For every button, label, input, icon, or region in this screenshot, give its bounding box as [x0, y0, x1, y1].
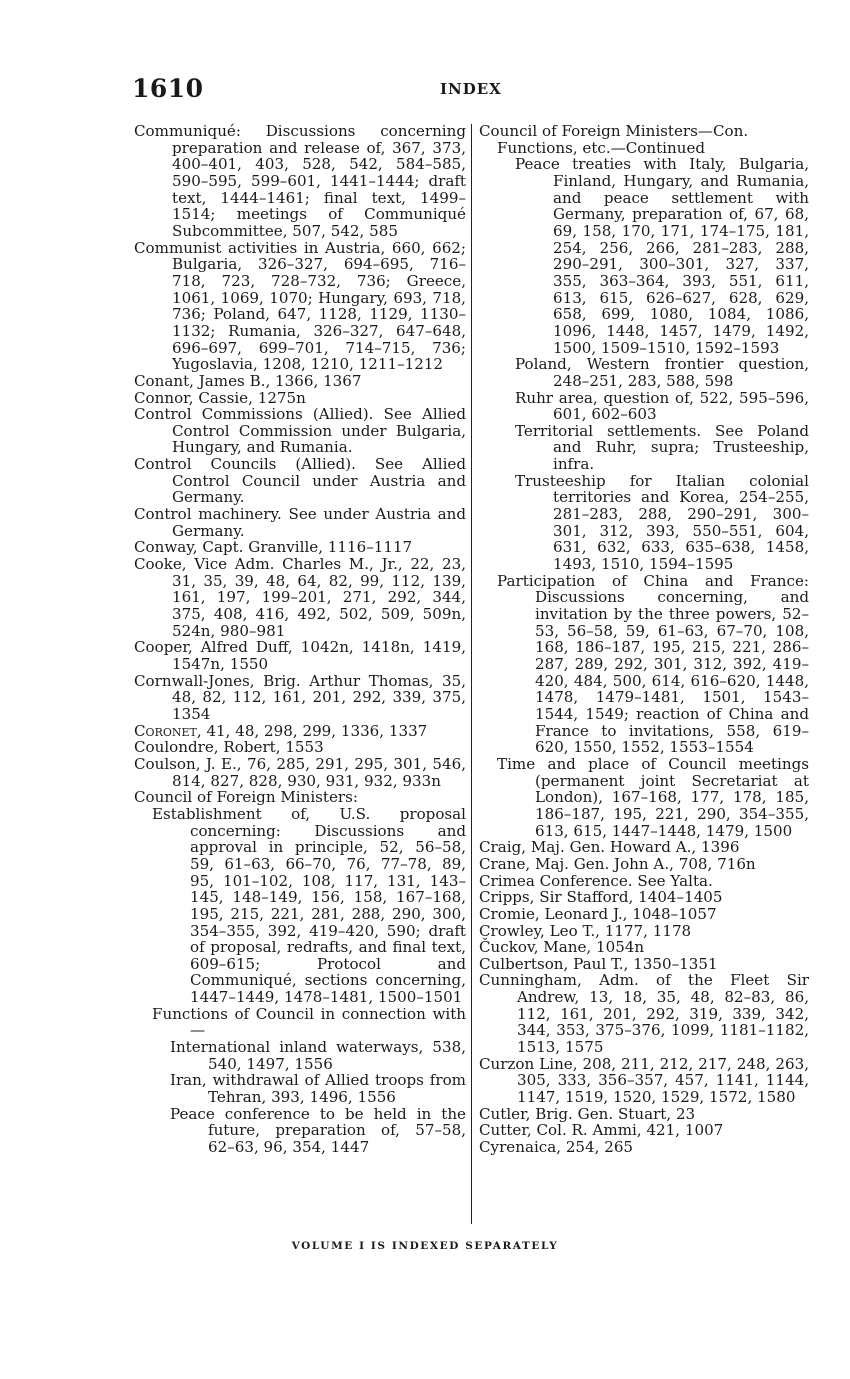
index-entry: Conway, Capt. Granville, 1116–1117 — [134, 538, 413, 557]
index-entry: Crane, Maj. Gen. John A., 708, 716n — [479, 854, 756, 873]
index-entry: Iran, withdrawal of Allied troops from Tehran, 393, 1496, 1556 — [170, 1071, 466, 1107]
index-entry: Control Commissions (Allied). See Allied Control Commission under Bulgaria, Hungary, and Rumania. — [134, 405, 466, 457]
index-entry: Participation of China and France: Discussions concerning, and invitation by the three powers, 52–53, 56–58, 59, 61–63, 67–70, 108, 168, 186–187, 195, 215, 221, 286–287, 289, 292, 301, 312, 392, 419–420, 484, 500, 614, 616–620, 1448, 1478, 1479–1481, 1501, 1543–1544, 1549; reaction of China and France to invitations, 558, 619–620, 1550, 1552, 1553–1554 — [497, 571, 809, 757]
index-entry: Trusteeship for Italian colonial territories and Korea, 254–255, 281–283, 288, 290–291, 300–301, 312, 393, 550–551, 604, 631, 632, 633, 635–638, 1458, 1493, 1510, 1594–1595 — [515, 471, 809, 574]
index-entry: Peace treaties with Italy, Bulgaria, Finland, Hungary, and Rumania, and peace settlement with Germany, preparation of, 67, 68, 69, 158, 170, 171, 174–175, 181, 254, 256, 266, 281–283, 288, 290–291, 300–301, 327, 337, 355, 363–364, 393, 551, 611, 613, 615, 626–627, 628, 629, 658, 699, 1080, 1084, 1086, 1096, 1448, 1457, 1479, 1492, 1500, 1509–1510, 1592–1593 — [515, 155, 809, 357]
index-entry: Ruhr area, question of, 522, 595–596, 601, 602–603 — [515, 388, 809, 424]
index-entry: Council of Foreign Ministers: — [134, 788, 358, 807]
index-entry: Connor, Cassie, 1275n — [134, 388, 306, 407]
index-entry: Cutter, Col. R. Ammi, 421, 1007 — [479, 1121, 724, 1140]
index-entry: Coronet, 41, 48, 298, 299, 1336, 1337 — [134, 721, 428, 740]
index-entry: Curzon Line, 208, 211, 212, 217, 248, 263, 305, 333, 356–357, 457, 1141, 1144, 1147, 1519, 1520, 1529, 1572, 1580 — [479, 1054, 809, 1107]
index-entry: Culbertson, Paul T., 1350–1351 — [479, 954, 718, 973]
left-index-column — [134, 123, 466, 1156]
index-entry: Communist activities in Austria, 660, 662; Bulgaria, 326–327, 694–695, 716–718, 723, 728–732, 736; Greece, 1061, 1069, 1070; Hungary, 693, 718, 736; Poland, 647, 1128, 1129, 1130–1132; Rumania, 326–327, 647–648, 696–697, 699–701, 714–715, 736; Yugoslavia, 1208, 1210, 1211–1212 — [134, 238, 466, 374]
index-entry: Control Councils (Allied). See Allied Control Council under Austria and Germany. — [134, 455, 466, 507]
running-head: INDEX — [440, 80, 502, 98]
index-entry: Coulson, J. E., 76, 285, 291, 295, 301, 546, 814, 827, 828, 930, 931, 932, 933n — [134, 754, 466, 790]
index-entry: Cromie, Leonard J., 1048–1057 — [479, 904, 717, 923]
index-entry: Council of Foreign Ministers—Con. — [479, 122, 749, 140]
index-entry: Coulondre, Robert, 1553 — [134, 738, 324, 757]
index-entry: Cripps, Sir Stafford, 1404–1405 — [479, 888, 723, 907]
index-entry: Cyrenaica, 254, 265 — [479, 1138, 634, 1157]
index-entry: Functions, etc.—Continued — [497, 138, 706, 157]
index-entry: Čuckov, Mane, 1054n — [479, 938, 645, 957]
index-entry: Cornwall-Jones, Brig. Arthur Thomas, 35, 48, 82, 112, 161, 201, 292, 339, 375, 1354 — [134, 671, 466, 723]
column-divider — [471, 124, 472, 1224]
index-entry: Peace conference to be held in the future, preparation of, 57–58, 62–63, 96, 354, 1447 — [170, 1104, 466, 1157]
index-entry: Poland, Western frontier question, 248–251, 283, 588, 598 — [515, 355, 809, 390]
index-entry: Conant, James B., 1366, 1367 — [134, 371, 362, 390]
index-entry: Cooper, Alfred Duff, 1042n, 1418n, 1419, 1547n, 1550 — [134, 638, 466, 673]
footer-note: VOLUME I IS INDEXED SEPARATELY — [291, 1240, 559, 1252]
index-entry: International inland waterways, 538, 540, 1497, 1556 — [170, 1038, 466, 1073]
index-entry: Functions of Council in connection with— — [152, 1004, 466, 1040]
index-entry: Cooke, Vice Adm. Charles M., Jr., 22, 23, 31, 35, 39, 48, 64, 82, 99, 112, 139, 161, 197, 199–201, 271, 292, 344, 375, 408, 416, 492, 502, 509, 509n, 524n, 980–981 — [134, 555, 466, 640]
index-entry: Craig, Maj. Gen. Howard A., 1396 — [479, 838, 740, 857]
index-entry: Crowley, Leo T., 1177, 1178 — [479, 921, 692, 940]
right-index-column — [479, 123, 809, 1156]
index-entry: Cutler, Brig. Gen. Stuart, 23 — [479, 1104, 696, 1123]
page-header — [132, 74, 772, 110]
index-entry: Crimea Conference. See Yalta. — [479, 871, 713, 890]
index-entry: Territorial settlements. See Poland and Ruhr, supra; Trusteeship, infra. — [515, 421, 809, 474]
index-entry: Establishment of, U.S. proposal concerning: Discussions and approval in principle, 52, 56–58, 59, 61–63, 66–70, 76, 77–78, 89, 95, 101–102, 108, 117, 131, 143–145, 148–149, 156, 158, 167–168, 195, 215, 221, 281, 288, 290, 300, 354–355, 392, 419–420, 590; draft of proposal, redrafts, and final text, 609–615; Protocol and Communiqué, sections concerning, 1447–1449, 1478–1481, 1500–1501 — [152, 804, 466, 1007]
index-entry: Control machinery. See under Austria and Germany. — [134, 505, 466, 540]
page-number: 1610 — [132, 74, 204, 103]
index-entry: Time and place of Council meetings (permanent joint Secretariat at London), 167–168, 177, 178, 185, 186–187, 195, 221, 290, 354–355, 613, 615, 1447–1448, 1479, 1500 — [497, 754, 809, 840]
index-entry: Cunningham, Adm. of the Fleet Sir Andrew, 13, 18, 35, 48, 82–83, 86, 112, 161, 201, 292, 319, 339, 342, 344, 353, 375–376, 1099, 1181–1182, 1513, 1575 — [479, 971, 809, 1057]
index-entry: Communiqué: Discussions concerning preparation and release of, 367, 373, 400–401, 403, 528, 542, 584–585, 590–595, 599–601, 1441–1444; draft text, 1444–1461; final text, 1499–1514; meetings of Communiqué Subcommittee, 507, 542, 585 — [134, 122, 466, 240]
